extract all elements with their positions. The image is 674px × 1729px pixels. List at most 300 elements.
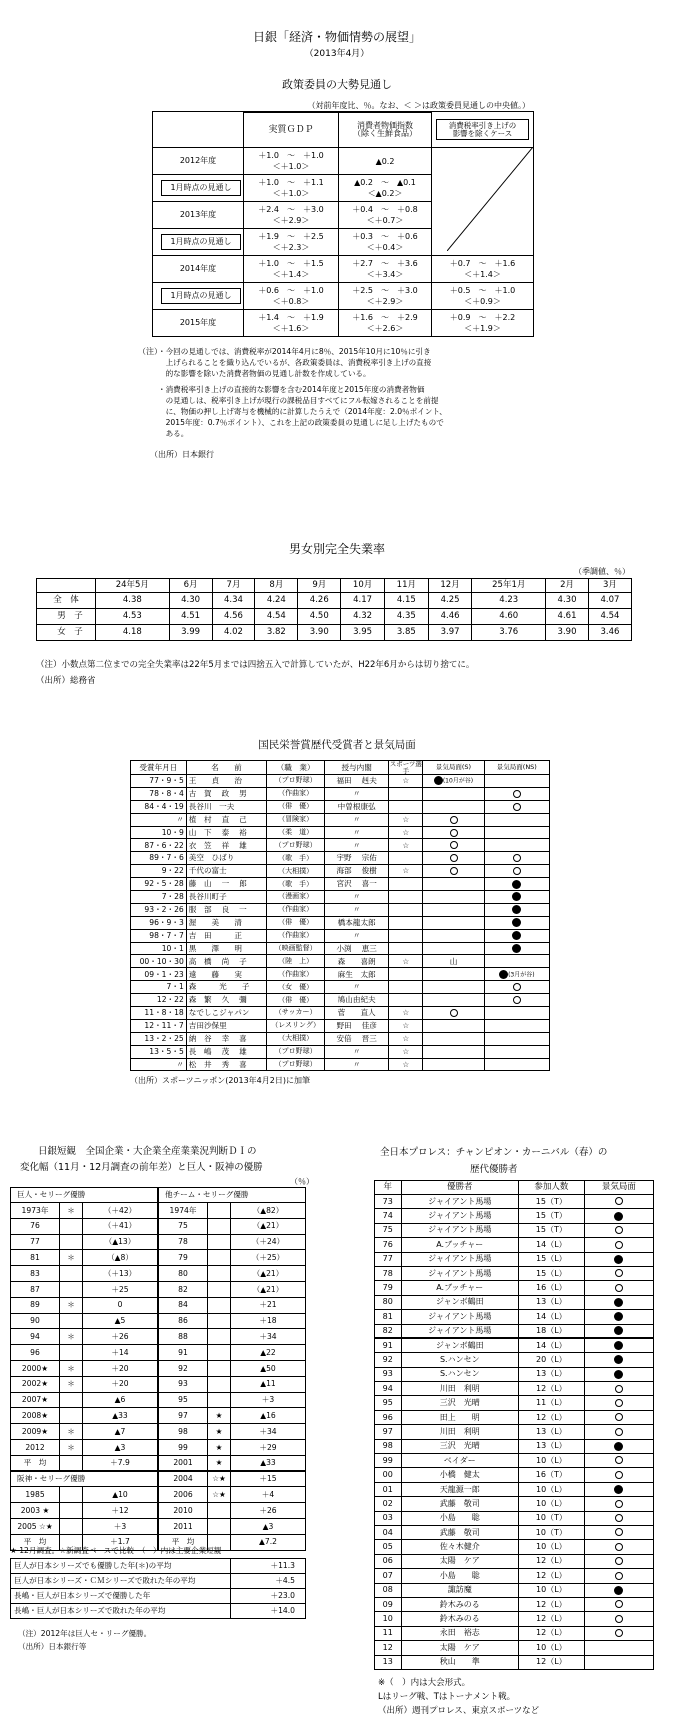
s1-row (153, 310, 533, 337)
s1-row-label: 2014年度 (153, 256, 244, 283)
s5-year: 08 (375, 1583, 402, 1597)
s4-summary-value: ＋11.3 (231, 1559, 306, 1574)
s3-cycle-s (423, 852, 484, 865)
s3-cabinet: 宇野 宗佑 (325, 852, 389, 865)
s3-name: 遠 藤 実 (186, 968, 266, 981)
s3-row (131, 852, 550, 865)
s1-row-gdp: ＋1.0 ～ ＋1.5 ＜＋1.4＞ (244, 256, 339, 283)
s2-cell: 4.30 (546, 593, 589, 609)
s5-cycle (584, 1396, 653, 1410)
s4-year-giants: 2005 ☆★ (11, 1518, 60, 1534)
s4-mark-other: ★ (208, 1408, 231, 1424)
s3-sport (389, 787, 423, 800)
s1-row-ex: ＋0.5 ～ ＋1.0 ＜＋0.9＞ (432, 283, 534, 310)
s5-cycle (584, 1338, 653, 1352)
s4-title1: 日銀短観 全国企業・大企業全産業業況判断ＤＩの (38, 1146, 257, 1157)
s1-subtitle: 政策委員の大勢見通し (282, 78, 392, 91)
s5-participants: 10（L） (518, 1641, 584, 1655)
s2-cell: 4.53 (96, 609, 170, 625)
s5-winner: 秋山 準 (401, 1655, 518, 1669)
s5-cycle (584, 1238, 653, 1252)
s2-cell: 3.90 (546, 625, 589, 641)
s3-sport (389, 929, 423, 942)
s4-row (11, 1281, 306, 1297)
s4-legend: ★ 12月調査。☆新調査ベースで比較 （ ）内は主要企業短観 (10, 1546, 222, 1555)
s3-cycle-ns (484, 800, 549, 813)
s3-s-open-circle-icon (450, 1009, 458, 1017)
s3-job: （歌 手） (267, 852, 325, 865)
s4-value-giants: ＋25 (83, 1281, 159, 1297)
s4-h-hanshin: 阪神・セリーグ優勝 (11, 1471, 159, 1487)
s4-mark-giants (60, 1281, 83, 1297)
s3-date: 11・8・18 (131, 1007, 187, 1020)
s4-year-giants: 2009★ (11, 1424, 60, 1440)
s1-note-label: （注） (138, 347, 162, 356)
s2-cell: 4.24 (255, 593, 298, 609)
s5-row (375, 1209, 654, 1223)
s4-value-other: ▲22 (231, 1345, 306, 1361)
s4-table (10, 1187, 306, 1551)
s5-row (375, 1425, 654, 1439)
s4-mark-giants: ＊ (60, 1203, 83, 1219)
s4-value-other: ＋15 (231, 1471, 306, 1487)
s4-unit: （％） (290, 1177, 314, 1186)
s5-participants: 12（L） (518, 1597, 584, 1611)
s4-year-giants: 1973年 (11, 1203, 60, 1219)
s4-mark-giants (60, 1455, 83, 1471)
s3-cycle-s (423, 839, 484, 852)
s5-winner: 小島 聡 (401, 1511, 518, 1525)
s5-cycle (584, 1641, 653, 1655)
s1-table-wrap (152, 111, 534, 337)
s2-row-label (37, 609, 96, 625)
s3-s-open-circle-icon (450, 816, 458, 824)
s4-title2: 変化幅（11月・12月調査の前年差）と巨人・阪神の優勝 (20, 1162, 263, 1173)
s5-filled-circle-icon (614, 1355, 623, 1364)
s1-row-label (153, 283, 244, 310)
s4-year-other: 99 (158, 1439, 208, 1455)
s3-header: （職 業） (267, 761, 325, 775)
s2-cell: 4.56 (212, 609, 255, 625)
s3-job: （作曲家） (267, 929, 325, 942)
s2-cell: 4.15 (384, 593, 428, 609)
s3-cycle-ns (484, 916, 549, 929)
s3-name: 王 貞 治 (186, 775, 266, 788)
s3-cabinet: 〃 (325, 1045, 389, 1058)
s4-mark-other (208, 1313, 231, 1329)
s3-ns-open-circle-icon (513, 996, 521, 1004)
s5-participants: 20（L） (518, 1353, 584, 1367)
s2-cell: 4.30 (169, 593, 212, 609)
s5-row (375, 1454, 654, 1468)
s3-s-open-circle-icon (450, 867, 458, 875)
s4-row (11, 1218, 306, 1234)
s3-cycle-ns (484, 994, 549, 1007)
s2-row-label-text: 男 子 (57, 611, 83, 622)
s5-year: 01 (375, 1482, 402, 1496)
s3-cycle-ns (484, 852, 549, 865)
s5-winner: ジャイアント馬場 (401, 1223, 518, 1237)
s5-participants: 16（L） (518, 1281, 584, 1295)
s3-job: （陸 上） (267, 955, 325, 968)
s1-h-ex (432, 113, 534, 148)
s5-winner: 太陽 ケア (401, 1641, 518, 1655)
s3-name: 千代の富士 (186, 865, 266, 878)
s1-row-gdp: ＋1.4 ～ ＋1.9 ＜＋1.6＞ (244, 310, 339, 337)
s5-cycle (584, 1223, 653, 1237)
s4-mark-other (208, 1250, 231, 1266)
s3-cabinet: 海部 俊樹 (325, 865, 389, 878)
s5-open-circle-icon (615, 1528, 623, 1536)
s1-row-label-box: 1月時点の見通し (161, 288, 241, 304)
s3-row (131, 839, 550, 852)
s4-mark-giants: ＊ (60, 1250, 83, 1266)
s2-cell: 3.76 (472, 625, 546, 641)
s3-cycle-ns (484, 1007, 549, 1020)
s5-participants: 13（L） (518, 1425, 584, 1439)
s2-row-label-text: 女 子 (57, 627, 83, 638)
s3-cycle-ns (484, 981, 549, 994)
s3-name: 吉 田 正 (186, 929, 266, 942)
s4-row (11, 1487, 306, 1503)
s5-winner: 田上 明 (401, 1410, 518, 1424)
s5-cycle (584, 1310, 653, 1324)
s4-value-other: ＋21 (231, 1297, 306, 1313)
s3-job: （大相撲） (267, 1032, 325, 1045)
s5-participants: 12（L） (518, 1655, 584, 1669)
s5-winner: 小島 聡 (401, 1569, 518, 1583)
s5-open-circle-icon (615, 1226, 623, 1234)
s3-date: 09・1・23 (131, 968, 187, 981)
s5-winner: 三沢 光晴 (401, 1439, 518, 1453)
s5-winner: 三沢 光晴 (401, 1396, 518, 1410)
s4-value-other: （▲82） (231, 1203, 306, 1219)
s1-row-gdp: ＋0.6 ～ ＋1.0 ＜＋0.8＞ (244, 283, 339, 310)
s3-sport: ☆ (389, 826, 423, 839)
s2-table (36, 578, 632, 641)
s4-year-other: 97 (158, 1408, 208, 1424)
s4-summary-label: 巨人が日本シリーズ・ＣＭシリーズで敗れた年の平均 (11, 1574, 231, 1589)
s1-row (153, 256, 533, 283)
s5-year: 06 (375, 1554, 402, 1568)
s3-cabinet: 〃 (325, 929, 389, 942)
s3-row (131, 891, 550, 904)
s3-cycle-ns (484, 839, 549, 852)
s3-cabinet: 〃 (325, 839, 389, 852)
s5-winner: S.ハンセン (401, 1367, 518, 1381)
s5-winner: 小橋 健太 (401, 1468, 518, 1482)
s3-source: （出所）スポーツニッポン(2013年4月2日)に加筆 (130, 1076, 310, 1085)
s3-sport: ☆ (389, 813, 423, 826)
s5-cycle (584, 1597, 653, 1611)
s4-year-other: 92 (158, 1360, 208, 1376)
s2-cell: 3.99 (169, 625, 212, 641)
s3-date: 13・2・25 (131, 1032, 187, 1045)
s1-row-cpi: ＋0.3 ～ ＋0.6 ＜＋0.4＞ (339, 229, 432, 256)
s5-year: 00 (375, 1468, 402, 1482)
s3-cycle-ns (484, 813, 549, 826)
s5-filled-circle-icon (614, 1586, 623, 1595)
s4-row (11, 1376, 306, 1392)
s5-header: 優勝者 (401, 1181, 518, 1195)
s2-cell: 4.54 (255, 609, 298, 625)
s4-year-other: 91 (158, 1345, 208, 1361)
s5-row (375, 1295, 654, 1309)
s2-cell: 4.35 (384, 609, 428, 625)
s5-participants: 16（T） (518, 1468, 584, 1482)
s2-cell: 4.26 (298, 593, 341, 609)
s3-cycle-s (423, 929, 484, 942)
s4-year-other: 75 (158, 1218, 208, 1234)
s4-value-giants: ▲5 (83, 1313, 159, 1329)
s5-filled-circle-icon (614, 1326, 623, 1335)
s5-participants: 10（T） (518, 1525, 584, 1539)
s3-row (131, 942, 550, 955)
s4-year-giants: 77 (11, 1234, 60, 1250)
s3-cycle-ns (484, 1019, 549, 1032)
s3-ns-filled-circle-icon (512, 905, 521, 914)
s5-participants: 12（L） (518, 1554, 584, 1568)
s3-ns-open-circle-icon (513, 803, 521, 811)
s5-year: 80 (375, 1295, 402, 1309)
s5-participants: 13（L） (518, 1295, 584, 1309)
s3-sport: ☆ (389, 1032, 423, 1045)
s3-name: 納 谷 幸 喜 (186, 1032, 266, 1045)
s4-year-other: 2010 (158, 1503, 208, 1519)
s3-name: 渥 美 清 (186, 916, 266, 929)
s3-cycle-ns (484, 878, 549, 891)
s3-cabinet: 森 喜朗 (325, 955, 389, 968)
s3-job: （女 優） (267, 981, 325, 994)
s1-row-label (153, 229, 244, 256)
s3-name: 森 繁 久 彌 (186, 994, 266, 1007)
s5-year: 91 (375, 1338, 402, 1352)
s5-row (375, 1554, 654, 1568)
s3-date: 7・28 (131, 891, 187, 904)
s5-year: 07 (375, 1569, 402, 1583)
s5-winner: ジャンボ鶴田 (401, 1295, 518, 1309)
s3-cycle-ns (484, 891, 549, 904)
s1-row-gdp: ＋1.9 ～ ＋2.5 ＜＋2.3＞ (244, 229, 339, 256)
s4-mark-giants: ＊ (60, 1439, 83, 1455)
s5-filled-circle-icon (614, 1255, 623, 1264)
s5-row (375, 1338, 654, 1352)
s5-participants: 10（L） (518, 1454, 584, 1468)
s3-name: 植 村 直 己 (186, 813, 266, 826)
s3-cycle-s (423, 800, 484, 813)
s2-cell: 3.90 (298, 625, 341, 641)
s5-year: 93 (375, 1367, 402, 1381)
s4-mark-giants: ＊ (60, 1360, 83, 1376)
s4-mark-other: ★ (208, 1439, 231, 1455)
s3-cabinet: 麻生 太郎 (325, 968, 389, 981)
s1-row-cpi: ＋0.4 ～ ＋0.8 ＜＋0.7＞ (339, 202, 432, 229)
s4-value-giants: （▲8） (83, 1250, 159, 1266)
s1-note2: ・消費税率引き上げの直接的な影響を含む2014年度と2015年度の消費者物価 の見通しは、税率引き上げが現行の課税品目すべてにフル転嫁されることを前提 に、物価の押し上げ寄与を機械的に計算したうえで（2014年度：2.0％ポイント、 2015年度：0.7％ポイント）、これを上記の政策委員の見通しに足し上げたもので ある。 (158, 385, 447, 438)
s3-cycle-s (423, 942, 484, 955)
s3-sport: ☆ (389, 775, 423, 788)
s4-value-giants: ＋20 (83, 1376, 159, 1392)
s5-row (375, 1238, 654, 1252)
s3-cabinet: 〃 (325, 787, 389, 800)
s2-row (37, 625, 632, 641)
s4-value-giants: 0 (83, 1297, 159, 1313)
s4-row (11, 1345, 306, 1361)
s3-s-open-circle-icon (450, 854, 458, 862)
s3-sport: ☆ (389, 1007, 423, 1020)
s4-year-other: 88 (158, 1329, 208, 1345)
s3-sport (389, 852, 423, 865)
s2-month-header: 7月 (212, 579, 255, 593)
s3-name: 黒 澤 明 (186, 942, 266, 955)
s4-value-other: ▲50 (231, 1360, 306, 1376)
s3-sport: ☆ (389, 1045, 423, 1058)
s4-value-other: ▲16 (231, 1408, 306, 1424)
s3-cabinet: 〃 (325, 1058, 389, 1071)
s2-cell: 4.38 (96, 593, 170, 609)
s2-cell: 4.60 (472, 609, 546, 625)
s4-row (11, 1313, 306, 1329)
s4-value-giants: （＋41） (83, 1218, 159, 1234)
s2-cell: 4.50 (298, 609, 341, 625)
s5-year: 04 (375, 1525, 402, 1539)
s5-participants: 15（T） (518, 1195, 584, 1209)
s2-cell: 4.25 (428, 593, 472, 609)
s3-cycle-s (423, 826, 484, 839)
s3-job: （プロ野球） (267, 1058, 325, 1071)
s5-year: 79 (375, 1281, 402, 1295)
s4-year-other: 93 (158, 1376, 208, 1392)
s3-header: 景気局面(S) (423, 761, 484, 775)
s3-ns-open-circle-icon (513, 867, 521, 875)
s3-job: （大相撲） (267, 865, 325, 878)
s5-year: 98 (375, 1439, 402, 1453)
s5-open-circle-icon (615, 1629, 623, 1637)
s3-cycle-ns (484, 775, 549, 788)
s2-source: （出所）総務省 (36, 676, 96, 686)
s4-row (11, 1503, 306, 1519)
s3-cabinet: 橋本龍太郎 (325, 916, 389, 929)
s3-name: 山 下 泰 裕 (186, 826, 266, 839)
s3-cycle-s (423, 1032, 484, 1045)
s2-month-header: 9月 (298, 579, 341, 593)
s3-job: （冒険家） (267, 813, 325, 826)
s5-cycle (584, 1540, 653, 1554)
s3-row (131, 994, 550, 1007)
s2-title: 男女別完全失業率 (288, 542, 385, 556)
s4-row (11, 1234, 306, 1250)
s5-winner: 太陽 ケア (401, 1554, 518, 1568)
s1-row-label-box: 1月時点の見通し (161, 234, 241, 250)
s3-row (131, 903, 550, 916)
s3-cycle-s (423, 903, 484, 916)
s3-cabinet: 小渕 恵三 (325, 942, 389, 955)
s3-s-open-circle-icon (450, 841, 458, 849)
s3-date: 98・7・7 (131, 929, 187, 942)
s3-row (131, 826, 550, 839)
s1-source: （出所）日本銀行 (150, 450, 214, 459)
s2-cell: 4.54 (588, 609, 631, 625)
s5-row (375, 1597, 654, 1611)
s5-year: 73 (375, 1195, 402, 1209)
s4-year-giants: 96 (11, 1345, 60, 1361)
s1-row-ex: ＋0.9 ～ ＋2.2 ＜＋1.9＞ (432, 310, 534, 337)
s3-date: 84・4・19 (131, 800, 187, 813)
s4-value-other: ▲3 (231, 1518, 306, 1534)
s3-header: 授与内閣 (325, 761, 389, 775)
s3-date: 92・5・28 (131, 878, 187, 891)
s1-row-cpi: ＋1.6 ～ ＋2.9 ＜＋2.6＞ (339, 310, 432, 337)
s2-unit: （季調値、％） (574, 567, 630, 576)
s3-cycle-ns (484, 1058, 549, 1071)
s1-title: 日銀「経済・物価情勢の展望」 (252, 30, 421, 44)
s5-filled-circle-icon (614, 1312, 623, 1321)
s5-cycle (584, 1439, 653, 1453)
s5-cycle (584, 1569, 653, 1583)
s5-note2: Lはリーグ戦、Tはトーナメント戦。 (378, 1692, 516, 1702)
s2-cell: 4.34 (212, 593, 255, 609)
s4-year-other: 79 (158, 1250, 208, 1266)
s4-summary-value: ＋14.0 (231, 1604, 306, 1619)
s5-participants: 15（T） (518, 1223, 584, 1237)
s5-year: 11 (375, 1626, 402, 1640)
s4-summary-row (11, 1559, 306, 1574)
s2-cell: 4.51 (169, 609, 212, 625)
s4-row (11, 1329, 306, 1345)
s3-name: 森 光 子 (186, 981, 266, 994)
s4-year-giants: 90 (11, 1313, 60, 1329)
s5-winner: A.ブッチャー (401, 1238, 518, 1252)
s3-job: （作曲家） (267, 787, 325, 800)
s5-winner: 永田 裕志 (401, 1626, 518, 1640)
s3-ns-filled-circle-icon (512, 918, 521, 927)
s1-row-gdp: ＋2.4 ～ ＋3.0 ＜＋2.9＞ (244, 202, 339, 229)
s3-header: 受賞年月日 (131, 761, 187, 775)
s3-cabinet: 野田 佳彦 (325, 1019, 389, 1032)
s3-sport (389, 903, 423, 916)
s3-cabinet: 〃 (325, 813, 389, 826)
s5-filled-circle-icon (614, 1370, 623, 1379)
s5-open-circle-icon (615, 1572, 623, 1580)
s3-name: 藤 山 一 郎 (186, 878, 266, 891)
s4-value-giants: ▲6 (83, 1392, 159, 1408)
s5-filled-circle-icon (614, 1212, 623, 1221)
s5-open-circle-icon (615, 1413, 623, 1421)
s3-job: （俳 優） (267, 800, 325, 813)
s4-value-other: ▲11 (231, 1376, 306, 1392)
s5-winner: 武藤 敬司 (401, 1525, 518, 1539)
s5-row (375, 1540, 654, 1554)
s4-mark-giants: ＊ (60, 1424, 83, 1440)
s5-header: 年 (375, 1181, 402, 1195)
s3-cycle-ns (484, 1032, 549, 1045)
s4-row (11, 1424, 306, 1440)
s5-open-circle-icon (615, 1399, 623, 1407)
s4-value-other: ＋29 (231, 1439, 306, 1455)
s2-cell: 3.95 (341, 625, 385, 641)
s4-mark-giants: ＊ (60, 1297, 83, 1313)
s3-job: （俳 優） (267, 916, 325, 929)
s4-row (11, 1518, 306, 1534)
s4-row (11, 1408, 306, 1424)
s2-month-header: 11月 (384, 579, 428, 593)
s3-cycle-s (423, 968, 484, 981)
s3-name: 吉田沙保里 (186, 1019, 266, 1032)
s2-row (37, 593, 632, 609)
s5-open-circle-icon (615, 1385, 623, 1393)
s3-cycle-ns (484, 968, 549, 981)
s4-mark-other (208, 1234, 231, 1250)
